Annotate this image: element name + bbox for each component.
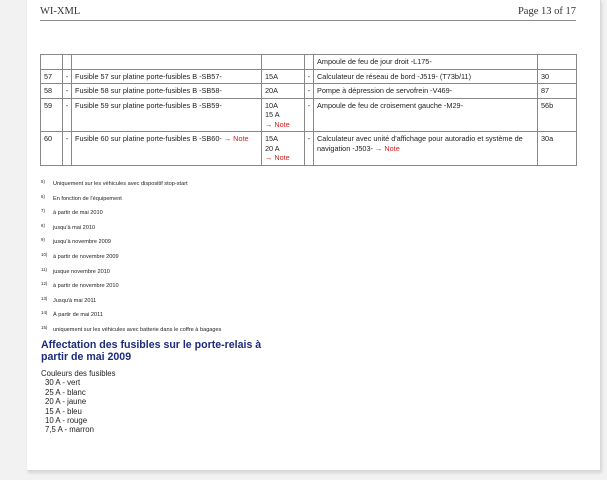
- amperage-value: 10A: [265, 100, 278, 110]
- footnote-number: 10): [41, 251, 48, 257]
- footnote-text: En fonction de l'équipement: [53, 195, 122, 202]
- footnote-text: Uniquement sur les véhicules avec dispositif stop-start: [53, 181, 188, 187]
- note-link[interactable]: → Note: [375, 143, 400, 153]
- fuse-color-item: 20 A - jaune: [45, 397, 87, 407]
- footnote-text: À partir de mai 2011: [53, 312, 103, 319]
- amperage-value: 15A: [265, 71, 278, 81]
- consumer-cell: [314, 55, 538, 70]
- dash: -: [307, 134, 311, 143]
- fuse-description: Fusible 58 sur platine porte-fusibles B -SB58-: [75, 86, 222, 95]
- terminal-cell: [538, 84, 577, 99]
- fuse-number: 57: [44, 71, 53, 81]
- footnote: [41, 281, 221, 296]
- dash: -: [307, 71, 311, 81]
- footnote-number: 12): [41, 281, 48, 287]
- amperage-cell: [262, 132, 305, 166]
- dash: -: [65, 134, 69, 143]
- footnote-text: jusque novembre 2010: [53, 268, 110, 275]
- fuse-description: Fusible 57 sur platine porte-fusibles B -SB57-: [75, 71, 222, 81]
- dash-cell: [305, 132, 314, 166]
- footnote-number: 6): [41, 193, 45, 199]
- dash-cell: [63, 132, 72, 166]
- fuse-description-cell: [72, 69, 262, 84]
- footnote-text: à partir de mai 2010: [53, 210, 103, 217]
- footnote: [41, 267, 221, 282]
- terminal-number: 56b: [541, 100, 554, 110]
- table-row: [41, 84, 577, 99]
- footnote-text: jusqu'à mai 2010: [53, 224, 96, 231]
- consumer-description: Ampoule de feu de jour droit -L175-: [317, 57, 432, 66]
- dash-cell: [63, 98, 72, 132]
- dash-cell: [63, 84, 72, 99]
- fuse-table: [40, 54, 577, 166]
- footnote: [41, 223, 221, 238]
- fuse-number-cell: [41, 55, 63, 70]
- note-link[interactable]: → Note: [223, 134, 249, 143]
- terminal-number: 30a: [541, 134, 554, 143]
- amperage-value: 15 A: [265, 110, 280, 119]
- footnote-text: à partir de novembre 2009: [53, 253, 119, 260]
- page-number: Page 13 of 17: [517, 6, 576, 17]
- footnote-number: 15): [41, 324, 48, 330]
- dash-cell: [63, 55, 72, 70]
- amperage-value: 15A: [265, 134, 278, 143]
- fuse-number: 58: [44, 86, 53, 95]
- amperage-cell: [262, 55, 305, 70]
- fuse-color-item: 25 A - blanc: [45, 387, 86, 397]
- fuse-description-cell: [72, 132, 262, 166]
- consumer-description: Calculateur avec unité d'affichage pour autoradio et système de navigation -J503-: [317, 134, 523, 153]
- footnote-number: 8): [41, 222, 45, 228]
- amperage-value: 20 A: [265, 143, 280, 153]
- dash: -: [65, 86, 69, 95]
- fuse-description: Fusible 60 sur platine porte-fusibles B -SB60-: [75, 134, 222, 143]
- dash-cell: [63, 69, 72, 84]
- fuse-number: 59: [44, 100, 53, 110]
- table-row: [41, 132, 577, 166]
- dash-cell: [305, 69, 314, 84]
- consumer-cell: [314, 132, 538, 166]
- footnote: [41, 296, 221, 311]
- fuse-number-cell: [41, 132, 63, 166]
- footnote: [41, 325, 221, 340]
- fuse-colors-block: [41, 369, 116, 435]
- dash-cell: [305, 98, 314, 132]
- footnote-number: 14): [41, 310, 48, 316]
- fuse-number: 60: [44, 134, 53, 143]
- terminal-cell: [538, 55, 577, 70]
- terminal-cell: [538, 98, 577, 132]
- table-row: [41, 55, 577, 70]
- footnote-number: 5): [41, 179, 45, 184]
- consumer-cell: [314, 69, 538, 84]
- fuse-description: Fusible 59 sur platine porte-fusibles B -SB59-: [75, 100, 222, 110]
- dash: -: [65, 100, 69, 110]
- amperage-cell: [262, 98, 305, 132]
- document-title: WI-XML: [40, 6, 81, 17]
- dash: -: [307, 100, 311, 110]
- consumer-description: Ampoule de feu de croisement gauche -M29-: [317, 100, 464, 110]
- terminal-cell: [538, 69, 577, 84]
- consumer-cell: [314, 84, 538, 99]
- fuse-table-body: [41, 55, 577, 166]
- note-link[interactable]: → Note: [265, 119, 290, 129]
- footnote-number: 9): [41, 237, 45, 243]
- terminal-cell: [538, 132, 577, 166]
- fuse-number-cell: [41, 98, 63, 132]
- section-heading: Affectation des fusibles sur le porte-relais à partir de mai 2009: [41, 339, 262, 363]
- footnote: [41, 208, 221, 223]
- amperage-value: 20A: [265, 86, 278, 95]
- terminal-number: 30: [541, 71, 550, 81]
- consumer-cell: [314, 98, 538, 132]
- fuse-description-cell: [72, 84, 262, 99]
- footnote: [41, 194, 221, 209]
- footnote: [41, 179, 221, 194]
- document-page: [27, 0, 601, 471]
- fuse-description-cell: [72, 98, 262, 132]
- fuse-colors-label: Couleurs des fusibles: [41, 369, 116, 378]
- fuse-description-cell: [72, 55, 262, 70]
- fuse-colors-list: [41, 378, 116, 434]
- footnote-text: jusqu'à novembre 2009: [53, 239, 111, 246]
- fuse-color-item: 15 A - bleu: [45, 406, 82, 416]
- amperage-cell: [262, 69, 305, 84]
- dash: -: [65, 71, 69, 81]
- footnotes: [41, 179, 221, 340]
- consumer-description: Pompe à dépression de servofrein -V469-: [317, 86, 453, 95]
- fuse-color-item: 7,5 A - marron: [45, 425, 94, 435]
- footnote-text: à partir de novembre 2010: [53, 283, 119, 290]
- footnote-number: 13): [41, 295, 48, 301]
- footnote-text: Jusqu'à mai 2011: [53, 297, 97, 304]
- consumer-description: Calculateur de réseau de bord -J519- (T73b/11): [317, 71, 471, 81]
- fuse-color-item: 10 A - rouge: [45, 416, 88, 426]
- fuse-number-cell: [41, 69, 63, 84]
- terminal-number: 87: [541, 86, 550, 95]
- footnote-number: 7): [41, 208, 45, 214]
- footnote: [41, 237, 221, 252]
- table-row: [41, 98, 577, 132]
- dash-cell: [305, 84, 314, 99]
- header-divider: [40, 20, 576, 21]
- footnote: [41, 252, 221, 267]
- dash-cell: [305, 55, 314, 70]
- table-row: [41, 69, 577, 84]
- dash: -: [307, 86, 311, 95]
- amperage-cell: [262, 84, 305, 99]
- note-link[interactable]: → Note: [265, 153, 290, 162]
- footnote-text: uniquement sur les véhicules avec batterie dans le coffre à bagages: [53, 326, 222, 333]
- fuse-color-item: 30 A - vert: [45, 378, 81, 388]
- fuse-number-cell: [41, 84, 63, 99]
- footnote-number: 11): [41, 266, 48, 272]
- footnote: [41, 310, 221, 325]
